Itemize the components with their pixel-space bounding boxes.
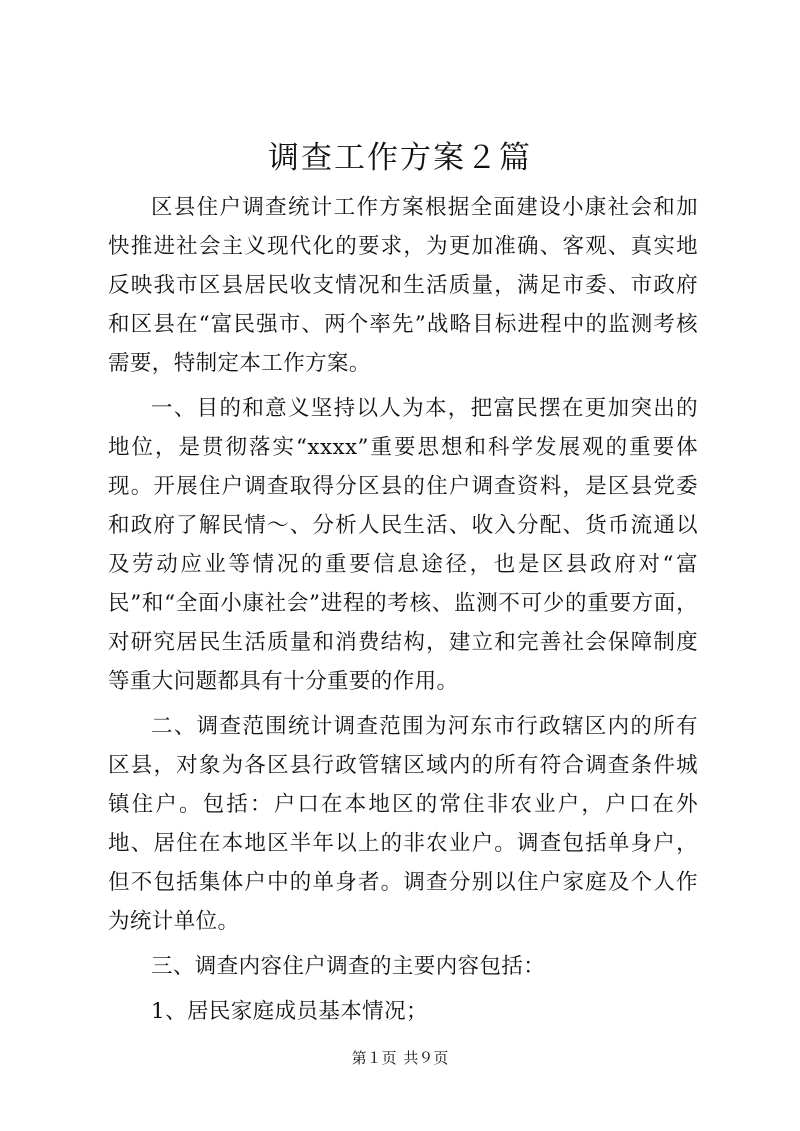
paragraph-content-item-1: 1、居民家庭成员基本情况； [151,999,428,1024]
page-number: 第１页 [351,1049,397,1067]
document-body [108,188,698,1037]
paragraph-content-heading: 三、调查内容住户调查的主要内容包括： [151,954,546,979]
paragraph-purpose: 一、目的和意义坚持以人为本，把富民摆在更加突出的地位，是贯彻落实“xxxx”重要思想和科学发展观的重要体现。开展住户调查取得分区县的住户调查资料，是区县党委和政府了解民情～、分析人民生活、收入分配、货币流通以及劳动应业等情况的重要信息途径，也是区县政府对“富民”和“全面小康社会”进程的考核、监测不可少的重要方面，对研究居民生活质量和消费结构，建立和完善社会保障制度等重大问题都具有十分重要的作用。 [108,396,698,694]
document-title: 调查工作方案２篇 [268,140,532,176]
page-footer [0,1048,800,1068]
paragraph-scope: 二、调查范围统计调查范围为河东市行政辖区内的所有区县，对象为各区县行政管辖区域内的所有符合调查条件城镇住户。包括：户口在本地区的常住非农业户，户口在外地、居住在本地区半年以上的非农业户。调查包括单身户，但不包括集体户中的单身者。调查分别以住户家庭及个人作为统计单位。 [108,714,698,934]
page-total: 共９页 [403,1049,449,1067]
paragraph-intro: 区县住户调查统计工作方案根据全面建设小康社会和加快推进社会主义现代化的要求，为更加准确、客观、真实地反映我市区县居民收支情况和生活质量，满足市委、市政府和区县在“富民强市、两个率先”战略目标进程中的监测考核需要，特制定本工作方案。 [108,195,698,376]
